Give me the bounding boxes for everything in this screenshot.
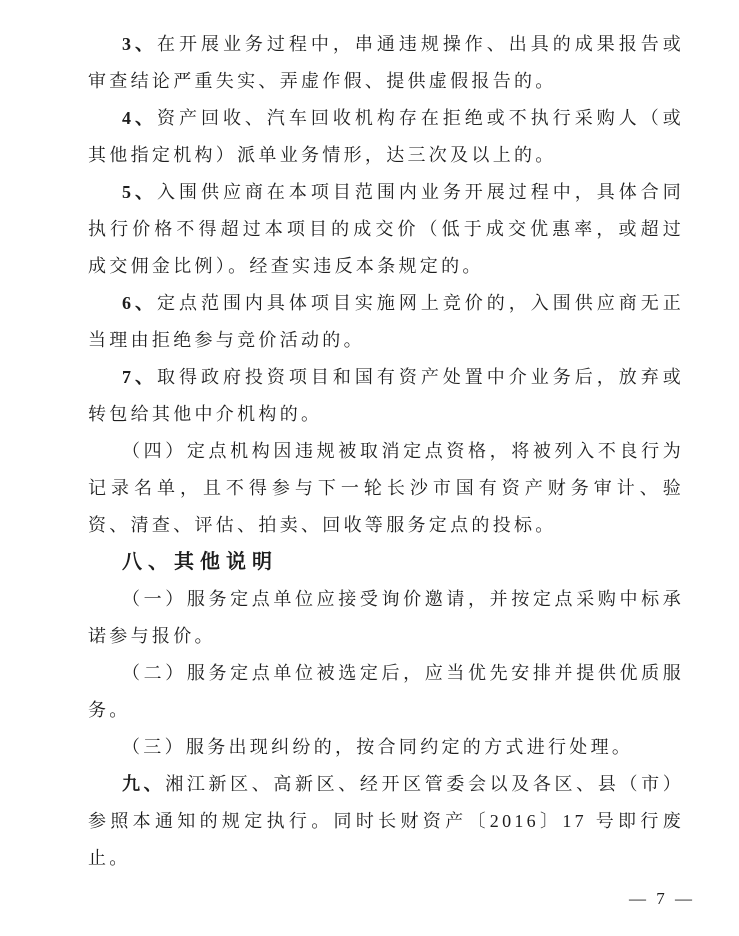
paragraph-text: 定点范围内具体项目实施网上竞价的，入围供应商无正当理由拒绝参与竞价活动的。 [88,293,684,350]
paragraph [88,655,684,729]
section-heading [88,544,684,581]
paragraph-text: （三）服务出现纠纷的，按合同约定的方式进行处理。 [122,737,634,757]
paragraph-text: 湘江新区、高新区、经开区管委会以及各区、县（市）参照本通知的规定执行。同时长财资产〔2016〕17 号即行废止。 [88,774,684,868]
paragraph [88,359,684,433]
item-number: 5、 [122,182,157,202]
paragraph-text: 在开展业务过程中，串通违规操作、出具的成果报告或审查结论严重失实、弄虚作假、提供虚假报告的。 [88,34,684,91]
item-number: 6、 [122,293,157,313]
paragraph-text: （一）服务定点单位应接受询价邀请，并按定点采购中标承诺参与报价。 [88,589,684,646]
item-number: 4、 [122,108,157,128]
page-footer [0,889,739,909]
paragraph [88,729,684,766]
item-number: 3、 [122,34,157,54]
paragraph [88,100,684,174]
paragraph [88,26,684,100]
paragraph-text: （二）服务定点单位被选定后，应当优先安排并提供优质服务。 [88,663,684,720]
item-number: 7、 [122,367,157,387]
section-number: 九、 [122,774,166,794]
paragraph [88,766,684,877]
paragraph [88,174,684,285]
paragraph [88,285,684,359]
paragraph-text: 取得政府投资项目和国有资产处置中介业务后，放弃或转包给其他中介机构的。 [88,367,684,424]
paragraph [88,581,684,655]
paragraph [88,433,684,544]
paragraph-text: （四）定点机构因违规被取消定点资格，将被列入不良行为记录名单，且不得参与下一轮长沙市国有资产财务审计、验资、清查、评估、拍卖、回收等服务定点的投标。 [88,441,684,535]
paragraph-text: 八、其他说明 [122,551,278,573]
page-number: — 7 — [629,889,695,908]
paragraph-text: 入围供应商在本项目范围内业务开展过程中，具体合同执行价格不得超过本项目的成交价（低于成交优惠率，或超过成交佣金比例）。经查实违反本条规定的。 [88,182,684,276]
paragraph-text: 资产回收、汽车回收机构存在拒绝或不执行采购人（或其他指定机构）派单业务情形，达三次及以上的。 [88,108,684,165]
